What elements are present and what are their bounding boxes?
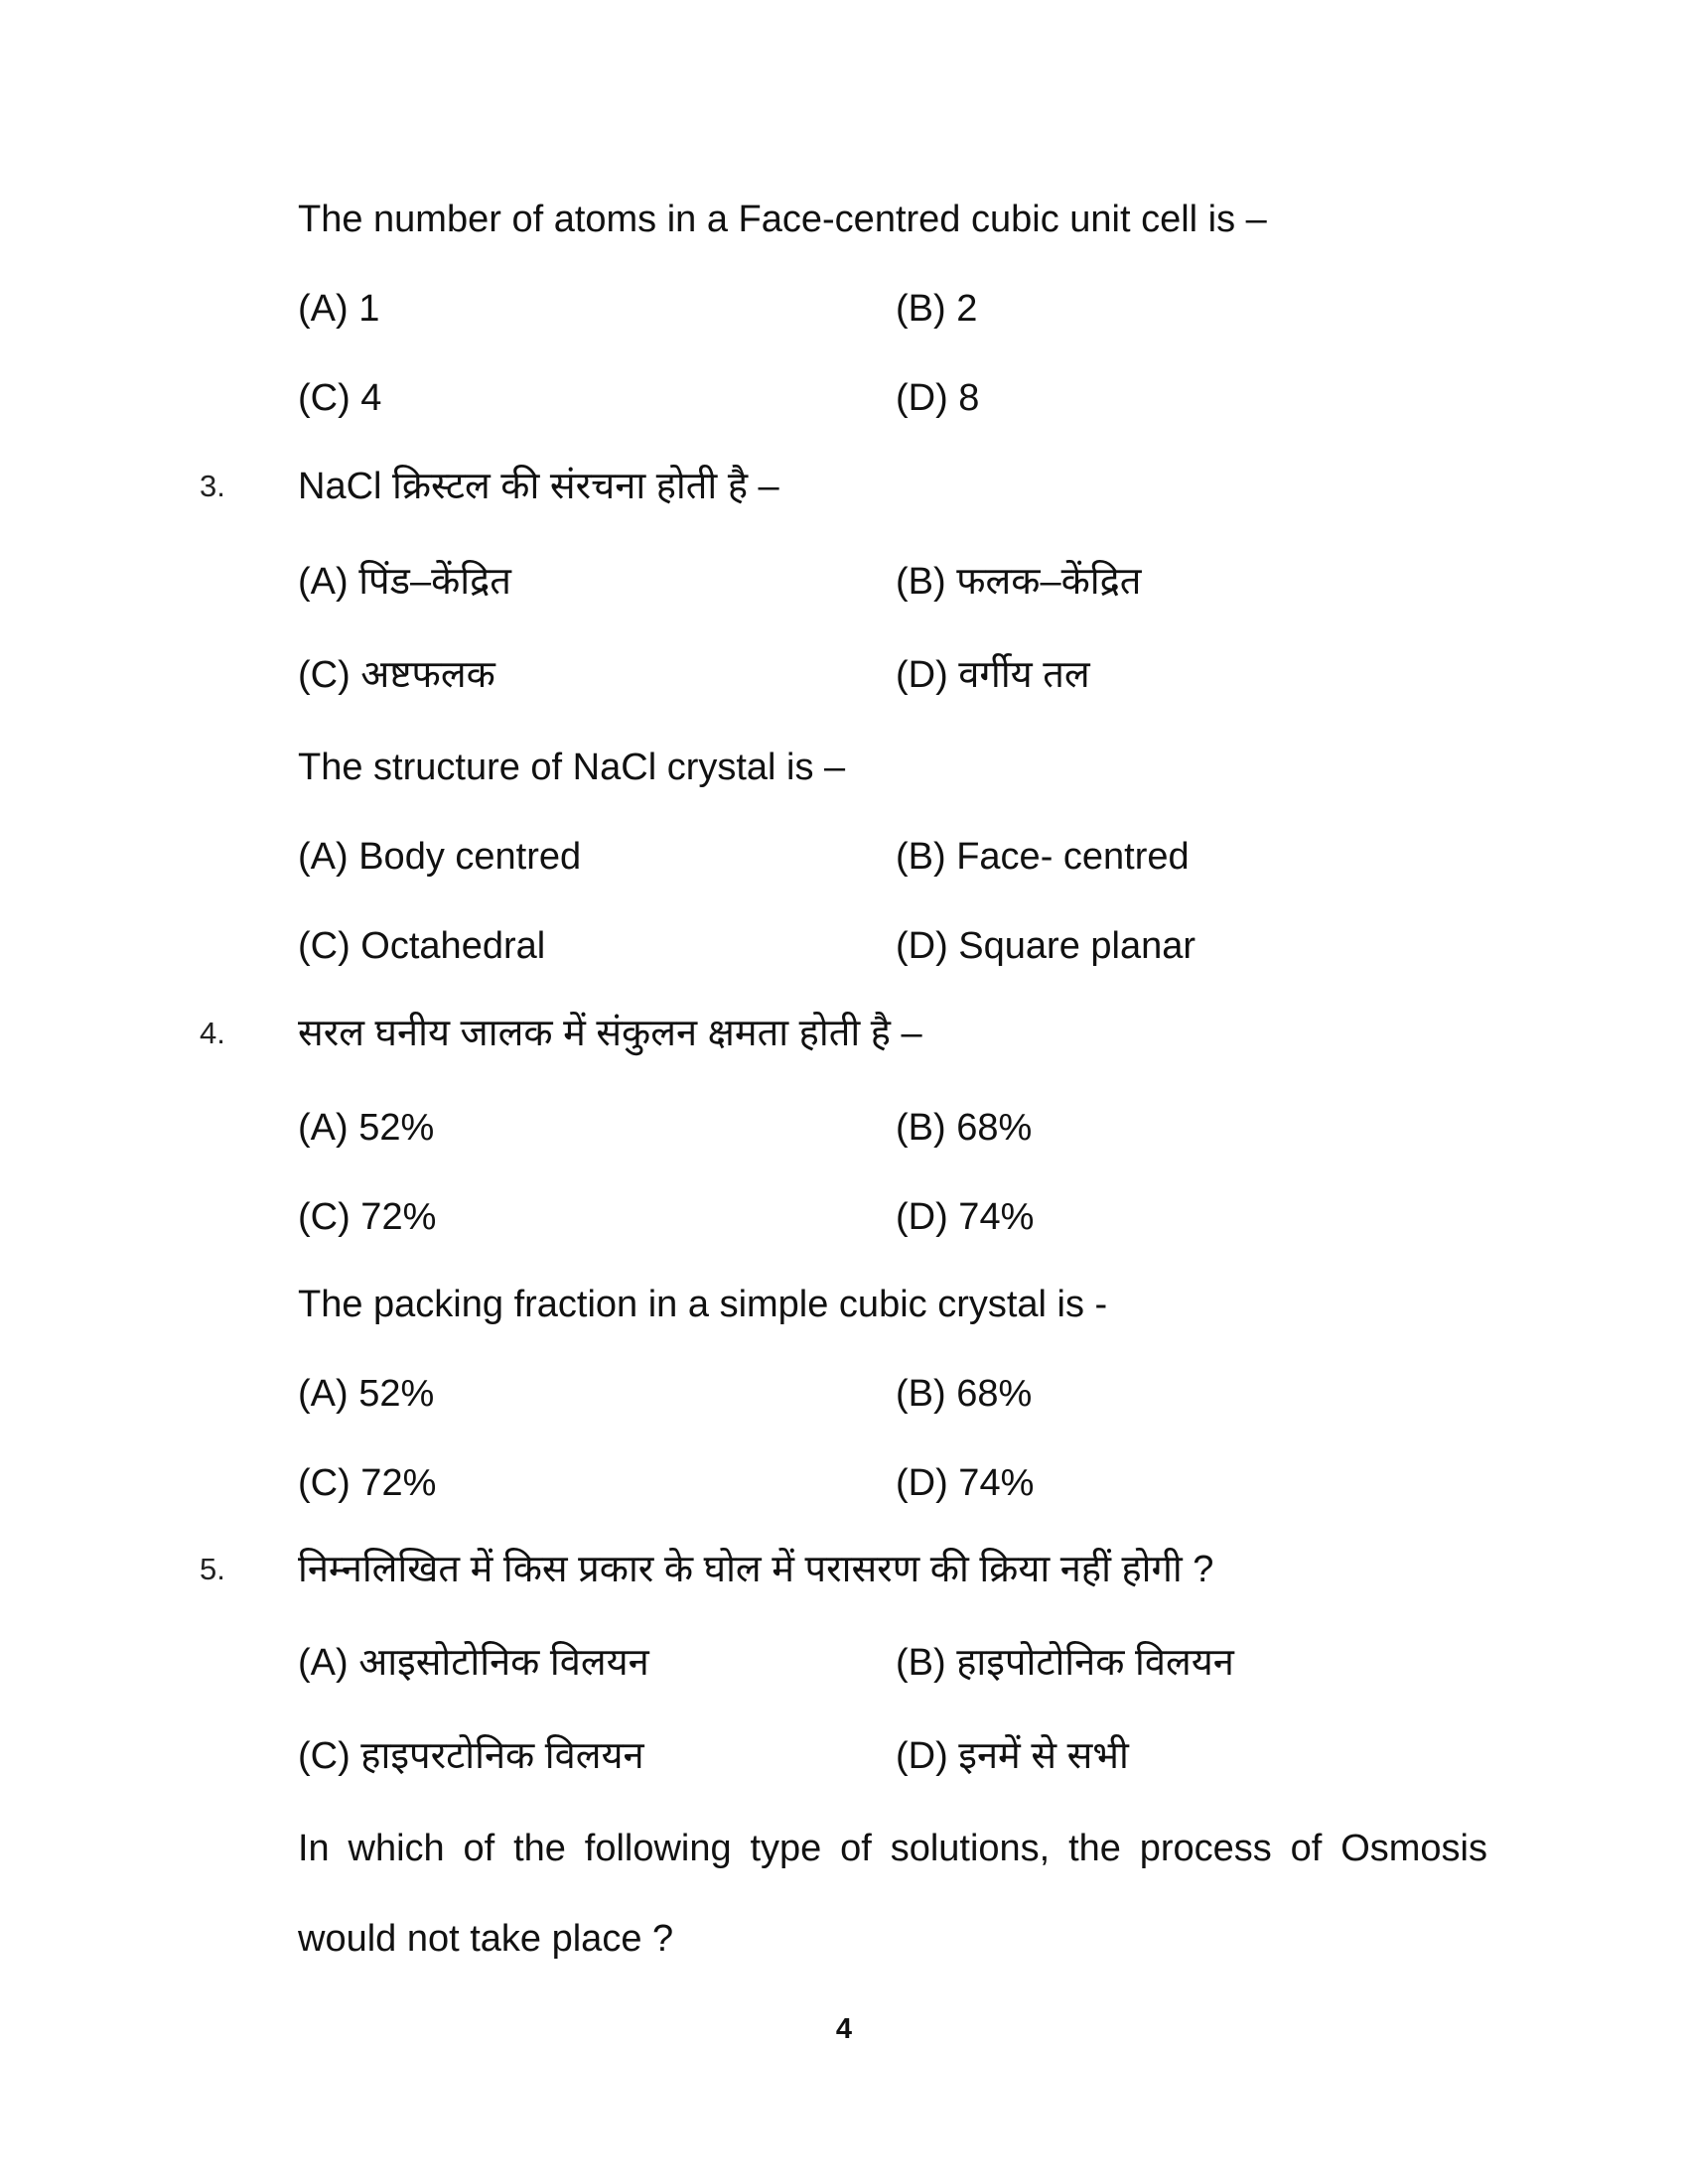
question-4-hindi-stem: सरल घनीय जालक में संकुलन क्षमता होती है –	[298, 1013, 922, 1054]
question-3-english-option-d: (D) Square planar	[896, 925, 1196, 967]
question-2-option-a: (A) 1	[298, 288, 380, 330]
question-3-hindi-option-c: (C) अष्टफलक	[298, 654, 495, 696]
page-number: 4	[835, 2013, 853, 2045]
question-3-number: 3.	[200, 469, 225, 503]
question-3-english-option-a: (A) Body centred	[298, 836, 582, 878]
question-4-english-option-c: (C) 72%	[298, 1462, 437, 1504]
question-5-hindi-stem: निम्नलिखित में किस प्रकार के घोल में परासरण की क्रिया नहीं होगी ?	[298, 1549, 1214, 1590]
question-3-hindi-stem: NaCl क्रिस्टल की संरचना होती है –	[298, 466, 779, 507]
question-5-hindi-option-a: (A) आइसोटोनिक विलयन	[298, 1642, 649, 1684]
question-2-option-b: (B) 2	[896, 288, 978, 330]
question-3-english-stem: The structure of NaCl crystal is –	[298, 747, 846, 788]
question-3-hindi-option-b: (B) फलक–केंद्रित	[896, 561, 1142, 603]
question-4-hindi-option-d: (D) 74%	[896, 1196, 1035, 1238]
question-3-hindi-option-d: (D) वर्गीय तल	[896, 654, 1090, 696]
question-2-option-c: (C) 4	[298, 377, 382, 419]
question-2-option-d: (D) 8	[896, 377, 980, 419]
question-3-english-option-b: (B) Face- centred	[896, 836, 1190, 878]
question-5-english-stem-line-2: would not take place ?	[298, 1918, 674, 1960]
question-4-english-stem: The packing fraction in a simple cubic crystal is -	[298, 1284, 1108, 1325]
question-4-hindi-option-a: (A) 52%	[298, 1107, 435, 1149]
question-4-english-option-a: (A) 52%	[298, 1373, 435, 1415]
question-3-english-option-c: (C) Octahedral	[298, 925, 546, 967]
question-4-english-option-b: (B) 68%	[896, 1373, 1033, 1415]
question-4-hindi-option-c: (C) 72%	[298, 1196, 437, 1238]
question-5-number: 5.	[200, 1552, 225, 1586]
question-5-hindi-option-c: (C) हाइपरटोनिक विलयन	[298, 1735, 644, 1777]
question-4-number: 4.	[200, 1016, 225, 1050]
question-5-hindi-option-b: (B) हाइपोटोनिक विलयन	[896, 1642, 1234, 1684]
question-5-hindi-option-d: (D) इनमें से सभी	[896, 1735, 1129, 1777]
question-2-english-stem: The number of atoms in a Face-centred cubic unit cell is –	[298, 199, 1267, 240]
question-4-english-option-d: (D) 74%	[896, 1462, 1035, 1504]
question-4-hindi-option-b: (B) 68%	[896, 1107, 1033, 1149]
question-5-english-stem-line-1: In which of the following type of solutions, the process of Osmosis	[298, 1828, 1487, 1869]
question-3-hindi-option-a: (A) पिंड–केंद्रित	[298, 561, 511, 603]
